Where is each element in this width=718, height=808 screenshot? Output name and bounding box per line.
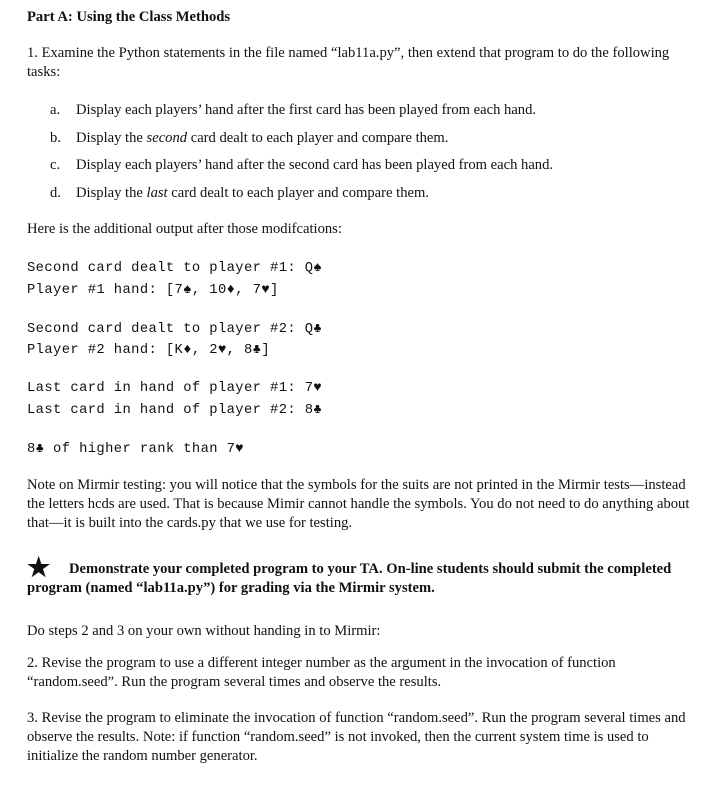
mirmir-testing-note: Note on Mirmir testing: you will notice that the symbols for the suits are not printed in the Mirmir tests—instead the letters hcds are used. That is because Mimir cannot handle the symbols. You do not need to do anything about that—it is built into the cards.py that we use for testing. xyxy=(27,477,690,531)
step-1-intro: 1. Examine the Python statements in the file named “lab11a.py”, then extend that program to do the following tasks: xyxy=(27,45,670,80)
output-line: Player #2 hand: [K♦, 2♥, 8♣] xyxy=(27,343,271,358)
task-d-text-pre: Display the xyxy=(76,185,147,201)
task-d-emphasis: last xyxy=(146,185,168,201)
task-b-text-pre: Display the xyxy=(76,130,147,146)
task-c-text: Display each players’ hand after the second card has been played from each hand. xyxy=(76,157,554,173)
own-steps-intro: Do steps 2 and 3 on your own without handing in to Mirmir: xyxy=(27,623,381,639)
star-icon: ★ xyxy=(27,553,51,582)
task-c-label: c. xyxy=(50,157,61,173)
task-d-label: d. xyxy=(50,185,61,201)
output-line: Last card in hand of player #1: 7♥ xyxy=(27,381,323,396)
task-b-text-post: card dealt to each player and compare them. xyxy=(187,130,449,146)
output-line: Player #1 hand: [7♠, 10♦, 7♥] xyxy=(27,283,279,298)
task-c xyxy=(50,156,553,175)
task-b-label: b. xyxy=(50,130,61,146)
part-a-heading: Part A: Using the Class Methods xyxy=(27,9,231,25)
step-3: 3. Revise the program to eliminate the invocation of function “random.seed”. Run the program several times and observe the results. Note: if function “random.seed” is not invoked, then the current system time is used to initialize the random number generator. xyxy=(27,710,686,764)
task-d xyxy=(50,184,429,203)
task-a-text: Display each players’ hand after the first card has been played from each hand. xyxy=(76,102,537,118)
step-2: 2. Revise the program to use a different integer number as the argument in the invocation of function “random.seed”. Run the program several times and observe the results. xyxy=(27,655,616,690)
task-b xyxy=(50,129,448,148)
output-intro: Here is the additional output after those modifcations: xyxy=(27,221,342,237)
output-line: Last card in hand of player #2: 8♣ xyxy=(27,403,323,418)
output-line: 8♣ of higher rank than 7♥ xyxy=(27,442,244,457)
output-line: Second card dealt to player #2: Q♣ xyxy=(27,322,323,337)
task-a xyxy=(50,101,536,120)
demonstrate-text: Demonstrate your completed program to your TA. On-line students should submit the completed program (named “lab11a.py”) for grading via the Mirmir system. xyxy=(27,561,672,596)
demonstrate-instruction xyxy=(27,553,695,598)
task-a-label: a. xyxy=(50,102,61,118)
task-d-text-post: card dealt to each player and compare them. xyxy=(167,185,429,201)
task-b-emphasis: second xyxy=(146,130,188,146)
output-line: Second card dealt to player #1: Q♠ xyxy=(27,261,323,276)
